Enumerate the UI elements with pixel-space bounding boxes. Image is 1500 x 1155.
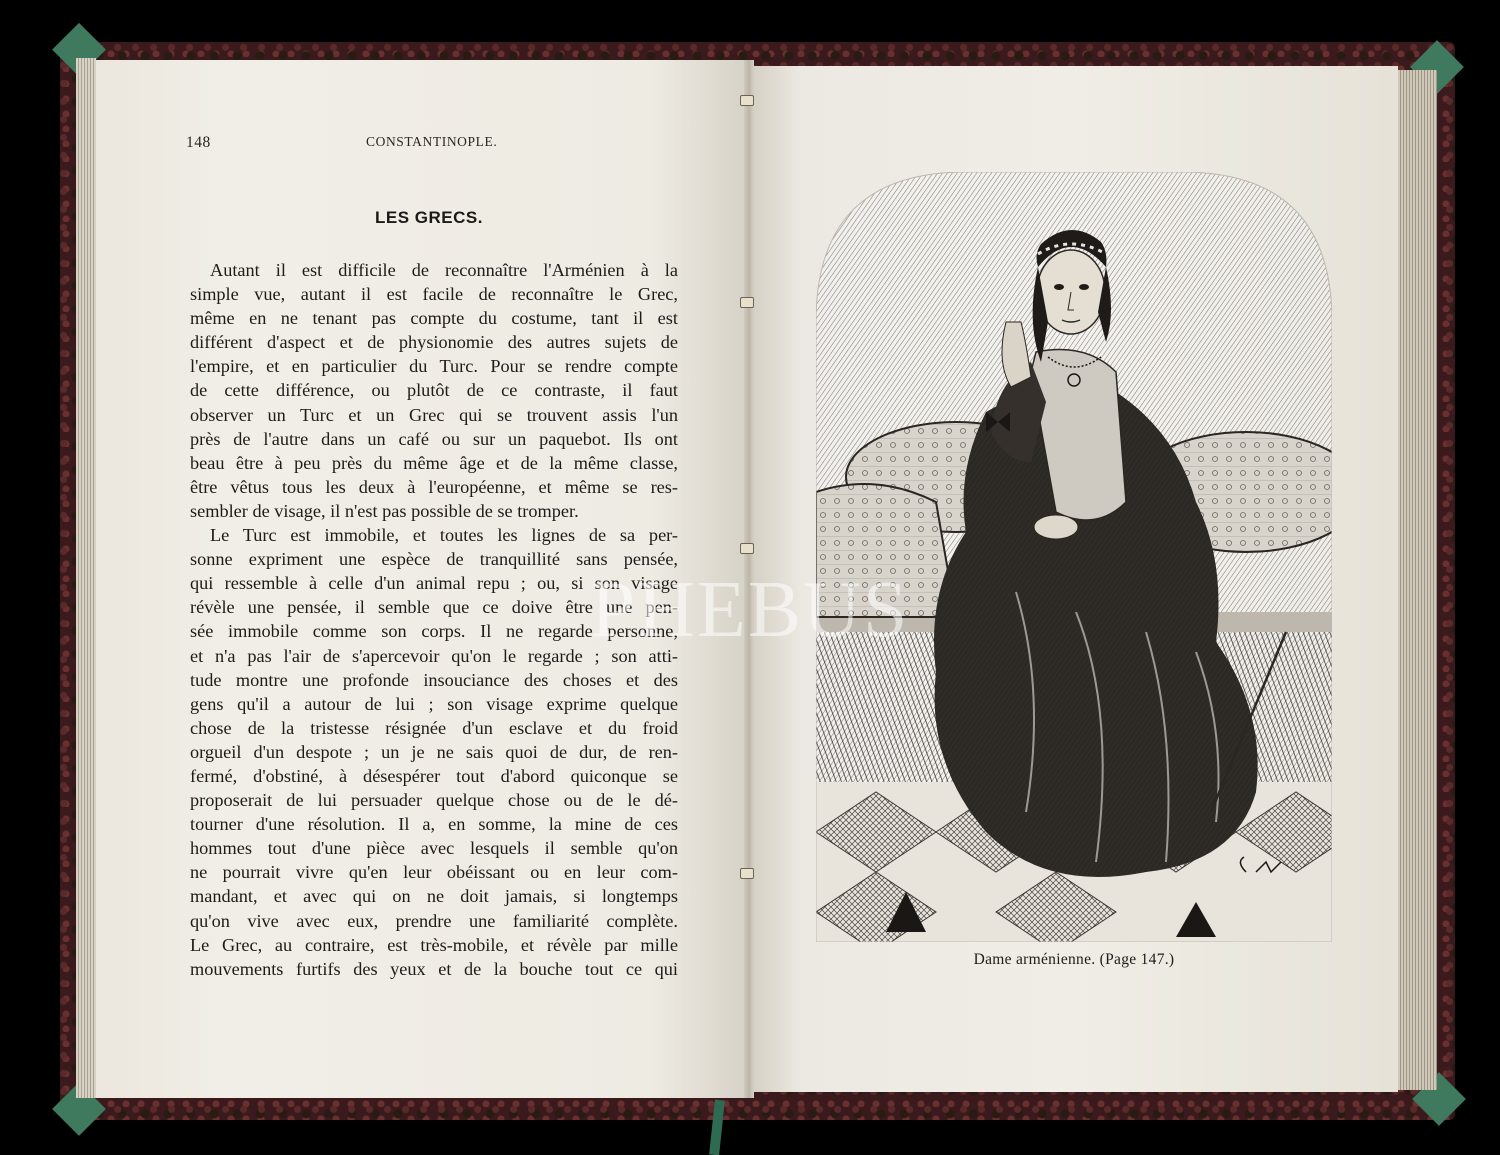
text-line: sembler de visage, il n'est pas possible de se tromper. — [190, 500, 579, 521]
text-line: être vêtus tous les deux à l'européenne, et même se res- — [190, 476, 678, 497]
text-line: révèle une pensée, il semble que ce doive être une pen- — [190, 597, 678, 618]
running-head — [186, 134, 656, 158]
text-line: sée immobile comme son corps. Il ne regarde personne, — [190, 621, 678, 642]
text-line: beau être à peu près du même âge et de la même classe, — [190, 452, 678, 473]
text-line: fermé, d'obstiné, à désespérer tout d'abord quiconque se — [190, 765, 678, 786]
text-line: observer un Turc et un Grec qui se trouvent assis l'un — [190, 404, 678, 425]
binding-stitch — [740, 543, 754, 554]
text-line: de cette différence, ou plutôt de ce contraste, il faut — [190, 380, 678, 401]
text-line: Autant il est difficile de reconnaître l'Arménien à la — [210, 260, 678, 280]
engraving-caption: Dame arménienne. (Page 147.) — [973, 951, 1175, 968]
text-line: même en ne tenant pas compte du costume, tant il est — [190, 308, 678, 329]
text-line: Le Grec, au contraire, est très-mobile, et révèle par mille — [190, 934, 678, 955]
binding-stitch — [740, 297, 754, 308]
binding-stitch — [740, 95, 754, 106]
text-line: près de l'autre dans un café ou sur un paquebot. Ils ont — [190, 428, 678, 449]
text-line: simple vue, autant il est facile de reconnaître le Grec, — [190, 284, 678, 305]
text-line: ne pourrait vivre qu'en leur obéissant ou en leur com- — [190, 862, 678, 883]
text-line: tourner d'une résolution. Il a, en somme, la mine de ces — [190, 814, 678, 835]
page-block-edge-left — [76, 58, 96, 1098]
text-line: différent d'aspect et de physionomie des autres sujets de — [190, 332, 678, 353]
text-line: Le Turc est immobile, et toutes les lignes de sa per- — [210, 525, 678, 546]
binding-stitch — [740, 868, 754, 879]
text-line: gens qu'il a autour de lui ; son visage exprime quelque — [190, 693, 678, 714]
text-line: mouvements furtifs des yeux et de la bouche tout ce qui — [190, 958, 678, 979]
text-line: qui ressemble à celle d'un animal repu ; ou, si son visage — [190, 573, 678, 594]
chapter-heading: LES GRECS. — [375, 208, 483, 227]
text-line: et n'a pas l'air de s'apercevoir qu'on le regarde ; son atti- — [190, 645, 678, 666]
engraving-armenian-lady — [816, 172, 1332, 942]
running-title: CONSTANTINOPLE. — [366, 134, 498, 149]
text-line: orgueil d'un despote ; un je ne sais quoi de dur, de ren- — [190, 741, 678, 762]
watermark: PHEBUS — [590, 566, 910, 654]
text-line: chose de la tristesse résignée d'un esclave et du froid — [190, 717, 678, 738]
text-line: mandant, et avec qui on ne doit jamais, si longtemps — [190, 886, 678, 907]
text-line: qu'on vive avec eux, prendre une familiarité complète. — [190, 910, 678, 931]
text-line: sonne expriment une espèce de tranquillité sans pensée, — [190, 549, 678, 570]
page-block-edge-right — [1395, 70, 1437, 1090]
text-line: proposerait de lui persuader quelque chose ou de le dé- — [190, 790, 678, 811]
text-line: hommes tout d'une pièce avec lesquels il semble qu'on — [190, 838, 678, 859]
text-line: tude montre une profonde insouciance des choses et des — [190, 669, 678, 690]
text-line: l'empire, et en particulier du Turc. Pour se rendre compte — [190, 356, 678, 377]
page-number: 148 — [186, 134, 211, 151]
